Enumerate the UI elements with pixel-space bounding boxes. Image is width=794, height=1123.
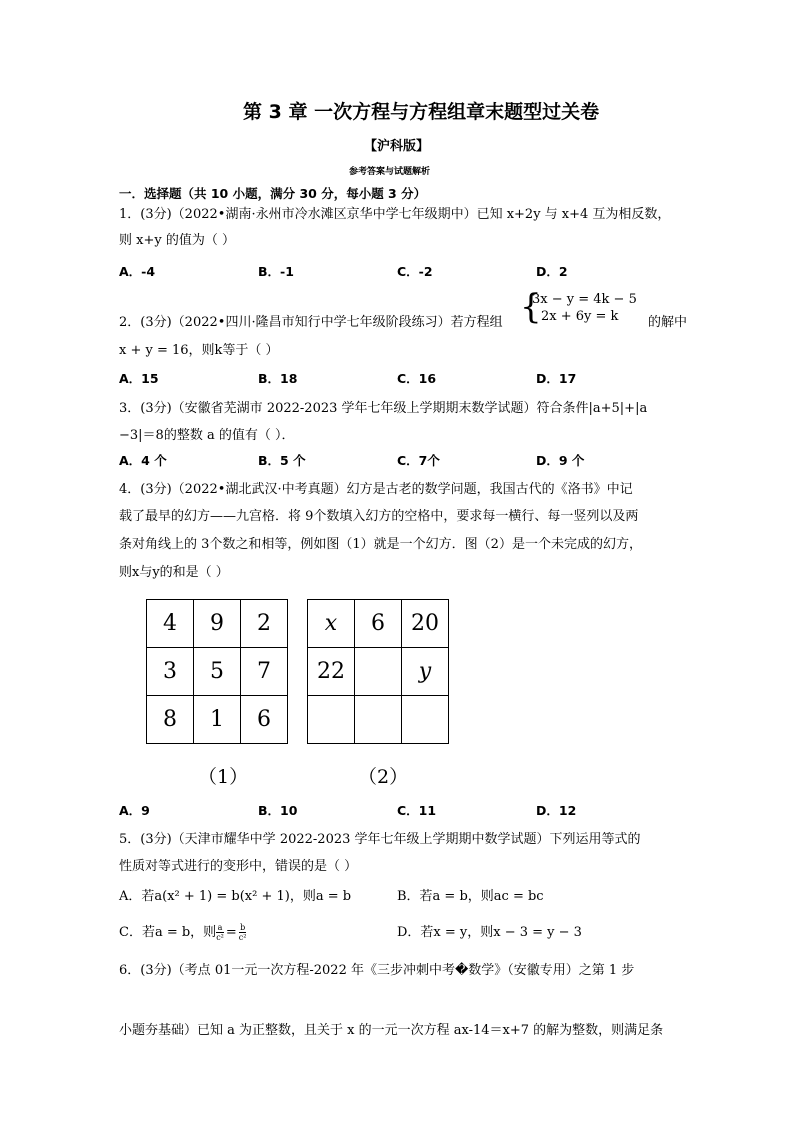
grid2-cell <box>355 696 402 744</box>
grid2-cell: 22 <box>308 648 355 696</box>
edition-label: 【沪科版】 <box>364 139 430 154</box>
q2-option-c: C．16 <box>397 371 437 386</box>
q4-option-c: C．11 <box>397 803 437 818</box>
q4-line2: 载了最早的幻方——九宫格．将 9个数填入幻方的空格中，要求每一横行、每一竖列以及两 <box>119 509 639 524</box>
q5-option-a: A．若a(x² + 1) = b(x² + 1)，则a = b <box>119 889 352 904</box>
q4-option-a: A．9 <box>119 803 150 818</box>
grid2-cell <box>308 696 355 744</box>
system-eq1: 3x − y = 4k − 5 <box>532 292 637 307</box>
system-eq2: 2x + 6y = k <box>541 309 619 324</box>
q6-line2: 小题夯基础）已知 a 为正整数，且关于 x 的一元一次方程 ax-14＝x+7 的解为整数，则满足条 <box>119 1023 664 1038</box>
fraction-b-over-c2 <box>239 923 247 942</box>
figure-caption-1: （1） <box>198 766 249 788</box>
q5-line1: 5．(3分)（天津市耀华中学 2022-2023 学年七年级上学期期中数学试题）下列运用等式的 <box>119 832 641 847</box>
grid1-cell: 9 <box>194 600 241 648</box>
grid2-cell: y <box>402 648 449 696</box>
figure-caption-2: （2） <box>358 766 409 788</box>
q2-line2: x + y = 16，则k等于（ ） <box>119 343 279 358</box>
grid1-cell: 7 <box>241 648 288 696</box>
q4-line1: 4．(3分)（2022•湖北武汉·中考真题）幻方是古老的数学问题，我国古代的《洛书》中记 <box>119 482 633 497</box>
grid1-cell: 6 <box>241 696 288 744</box>
q1-option-c: C．-2 <box>397 264 433 279</box>
q5-option-d: D．若x = y，则x − 3 = y − 3 <box>397 925 582 940</box>
q3-option-b: B．5 个 <box>258 453 306 468</box>
page-title: 第 3 章 一次方程与方程组章末题型过关卷 <box>243 101 600 123</box>
grid1-cell: 5 <box>194 648 241 696</box>
q1-line2: 则 x+y 的值为（ ） <box>119 233 235 248</box>
grid2-cell: x <box>308 600 355 648</box>
magic-square-1 <box>146 599 288 744</box>
q2-option-b: B．18 <box>258 371 298 386</box>
q4-line3: 条对角线上的 3个数之和相等，例如图（1）就是一个幻方．图（2）是一个未完成的幻方， <box>119 537 642 552</box>
system-brace: { <box>520 287 542 327</box>
q6-line1: 6．(3分)（考点 01一元一次方程-2022 年《三步冲刺中考�数学》（安徽专用）之第 1 步 <box>119 963 635 978</box>
q3-option-a: A．4 个 <box>119 453 167 468</box>
q5-option-c-prefix: C．若a = b，则 <box>119 925 217 940</box>
grid1-cell: 4 <box>147 600 194 648</box>
q2-line1: 2．(3分)（2022•四川·隆昌市知行中学七年级阶段练习）若方程组 <box>119 315 503 330</box>
q5-option-b: B．若a = b，则ac = bc <box>397 889 544 904</box>
grid1-cell: 1 <box>194 696 241 744</box>
section-heading: 一．选择题（共 10 小题，满分 30 分，每小题 3 分） <box>119 186 427 201</box>
q2-option-a: A．15 <box>119 371 159 386</box>
fraction-numerator: b <box>240 923 246 932</box>
q4-line4: 则x与y的和是（ ） <box>119 565 229 580</box>
q1-option-a: A．-4 <box>119 264 156 279</box>
q1-option-b: B．-1 <box>258 264 294 279</box>
q4-option-d: D．12 <box>536 803 577 818</box>
q1-line1: 1．(3分)（2022•湖南·永州市冷水滩区京华中学七年级期中）已知 x+2y 与 x+4 互为相反数， <box>119 207 671 222</box>
q5-option-c <box>119 921 246 942</box>
fraction-denominator: c² <box>238 933 247 942</box>
q5-line2: 性质对等式进行的变形中，错误的是（ ） <box>119 859 358 874</box>
grid2-cell: 6 <box>355 600 402 648</box>
fraction-denominator: c² <box>216 933 224 942</box>
q3-line2: −3|＝8的整数 a 的值有（ ）． <box>119 428 295 443</box>
grid1-cell: 3 <box>147 648 194 696</box>
q3-option-d: D．9 个 <box>536 453 585 468</box>
grid1-cell: 8 <box>147 696 194 744</box>
fraction-numerator: a <box>217 923 223 932</box>
q2-option-d: D．17 <box>536 371 577 386</box>
q1-option-d: D．2 <box>536 264 568 279</box>
q4-option-b: B．10 <box>258 803 298 818</box>
magic-square-2 <box>307 599 449 744</box>
q3-option-c: C．7个 <box>397 453 440 468</box>
q2-tail: 的解中 <box>648 315 688 330</box>
equals-sign: = <box>225 925 237 940</box>
grid2-cell <box>402 696 449 744</box>
grid2-cell: 20 <box>402 600 449 648</box>
answer-note: 参考答案与试题解析 <box>349 167 431 177</box>
grid1-cell: 2 <box>241 600 288 648</box>
q3-line1: 3．(3分)（安徽省芜湖市 2022-2023 学年七年级上学期期末数学试题）符合条件|a+5|+|a <box>119 401 648 416</box>
grid2-cell <box>355 648 402 696</box>
fraction-a-over-c2 <box>216 923 224 942</box>
